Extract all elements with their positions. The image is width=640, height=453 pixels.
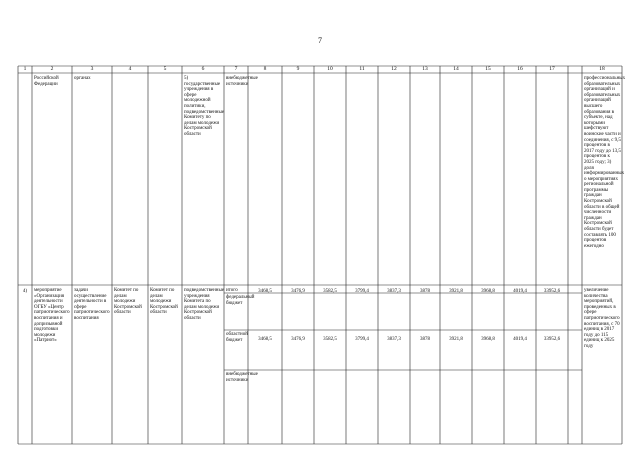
- regional-value-y2024: 3968,8: [481, 337, 495, 342]
- col-header-4: 4: [128, 66, 132, 72]
- total-value-y2024: 3968,8: [481, 289, 495, 294]
- total-value-y2019: 3582,5: [323, 289, 337, 294]
- source-federal: федеральный бюджет: [226, 295, 255, 306]
- regional-value-y2020: 3799,4: [355, 337, 369, 342]
- col-header-12: 12: [391, 66, 397, 72]
- source-regional: областной бюджет: [226, 332, 248, 343]
- total-value-y2022: 3878: [420, 289, 430, 294]
- row4-col18-result: увеличение количества мероприятий, проведенных в сфере патриотического воспитания, с 70 единиц в 2017 году до 115 единиц к 2025 году: [584, 288, 620, 349]
- row4-col2-event: мероприятие «Организация деятельности ОГБУ «Центр патриотического воспитания и допризывной подготовки молодежи «Патриот»: [34, 288, 70, 344]
- regional-value-y2022: 3878: [420, 337, 430, 342]
- top-col7-cell: внебюджетные источники: [226, 76, 258, 87]
- regional-value-y2021: 3837,3: [387, 337, 401, 342]
- regional-value-y2023: 3921,8: [449, 337, 463, 342]
- row4-col5-coexecutor: Комитет по делам молодежи Костромской области: [150, 288, 178, 316]
- col-header-13: 13: [422, 66, 428, 72]
- source-extrabudget: внебюджетные источники: [226, 372, 258, 383]
- col-header-1: 1: [23, 66, 27, 72]
- regional-value-y2017: 3468,5: [258, 337, 272, 342]
- col-header-7: 7: [234, 66, 238, 72]
- col-header-9: 9: [296, 66, 300, 72]
- total-value-y2021: 3837,3: [387, 289, 401, 294]
- regional-value-y2025: 4019,4: [513, 337, 527, 342]
- row4-col3-task: задачи осуществление деятельности в сфере патриотического воспитания: [74, 288, 110, 321]
- col-header-16: 16: [517, 66, 523, 72]
- col-header-18: 18: [599, 66, 605, 72]
- regional-value-y2019: 3582,5: [323, 337, 337, 342]
- col-header-6: 6: [201, 66, 205, 72]
- col-header-3: 3: [90, 66, 94, 72]
- col-header-15: 15: [485, 66, 491, 72]
- col-header-11: 11: [359, 66, 365, 72]
- top-col2-cell: Российской Федерации: [34, 76, 59, 87]
- total-value-y2018: 3476,9: [291, 289, 305, 294]
- col-header-8: 8: [263, 66, 267, 72]
- col-header-10: 10: [327, 66, 333, 72]
- total-value-sum: 33952,6: [543, 289, 561, 294]
- total-value-y2025: 4019,4: [513, 289, 527, 294]
- col-header-5: 5: [163, 66, 167, 72]
- top-col6-cell: 5) государственные учреждения в сфере молодежной политики, подведомственные Комитету по делам молодежи Костромской области: [184, 76, 225, 137]
- source-total: итого: [226, 288, 238, 293]
- col-header-14: 14: [453, 66, 459, 72]
- regional-value-y2018: 3476,9: [291, 337, 305, 342]
- total-value-y2023: 3921,8: [449, 289, 463, 294]
- regional-value-sum: 33952,6: [543, 337, 561, 342]
- top-col3-cell: органах: [74, 76, 91, 81]
- total-value-y2020: 3799,4: [355, 289, 369, 294]
- col-header-17: 17: [549, 66, 555, 72]
- row-number: 4): [22, 289, 28, 294]
- page-number: 7: [318, 36, 322, 45]
- top-col18-cell: профессиональных образовательных организаций и образовательных организаций высшего образования в субъекте, над которыми шефствуют воинские части и соединения, с 9,5 процентов в 2017 году до 13,5 процентов к 2025 году; 3) доля информированных о мероприятиях региональной программы граждан Костромской области в общей численности граждан Костромской области будет составлять 100 процентов ежегодно: [584, 76, 626, 249]
- row4-col4-executor: Комитет по делам молодежи Костромской области: [114, 288, 142, 316]
- row4-col6-participants: подведомственные учреждения Комитета по делам молодежи Костромской области: [184, 288, 225, 321]
- col-header-2: 2: [50, 66, 54, 72]
- total-value-y2017: 3468,5: [258, 289, 272, 294]
